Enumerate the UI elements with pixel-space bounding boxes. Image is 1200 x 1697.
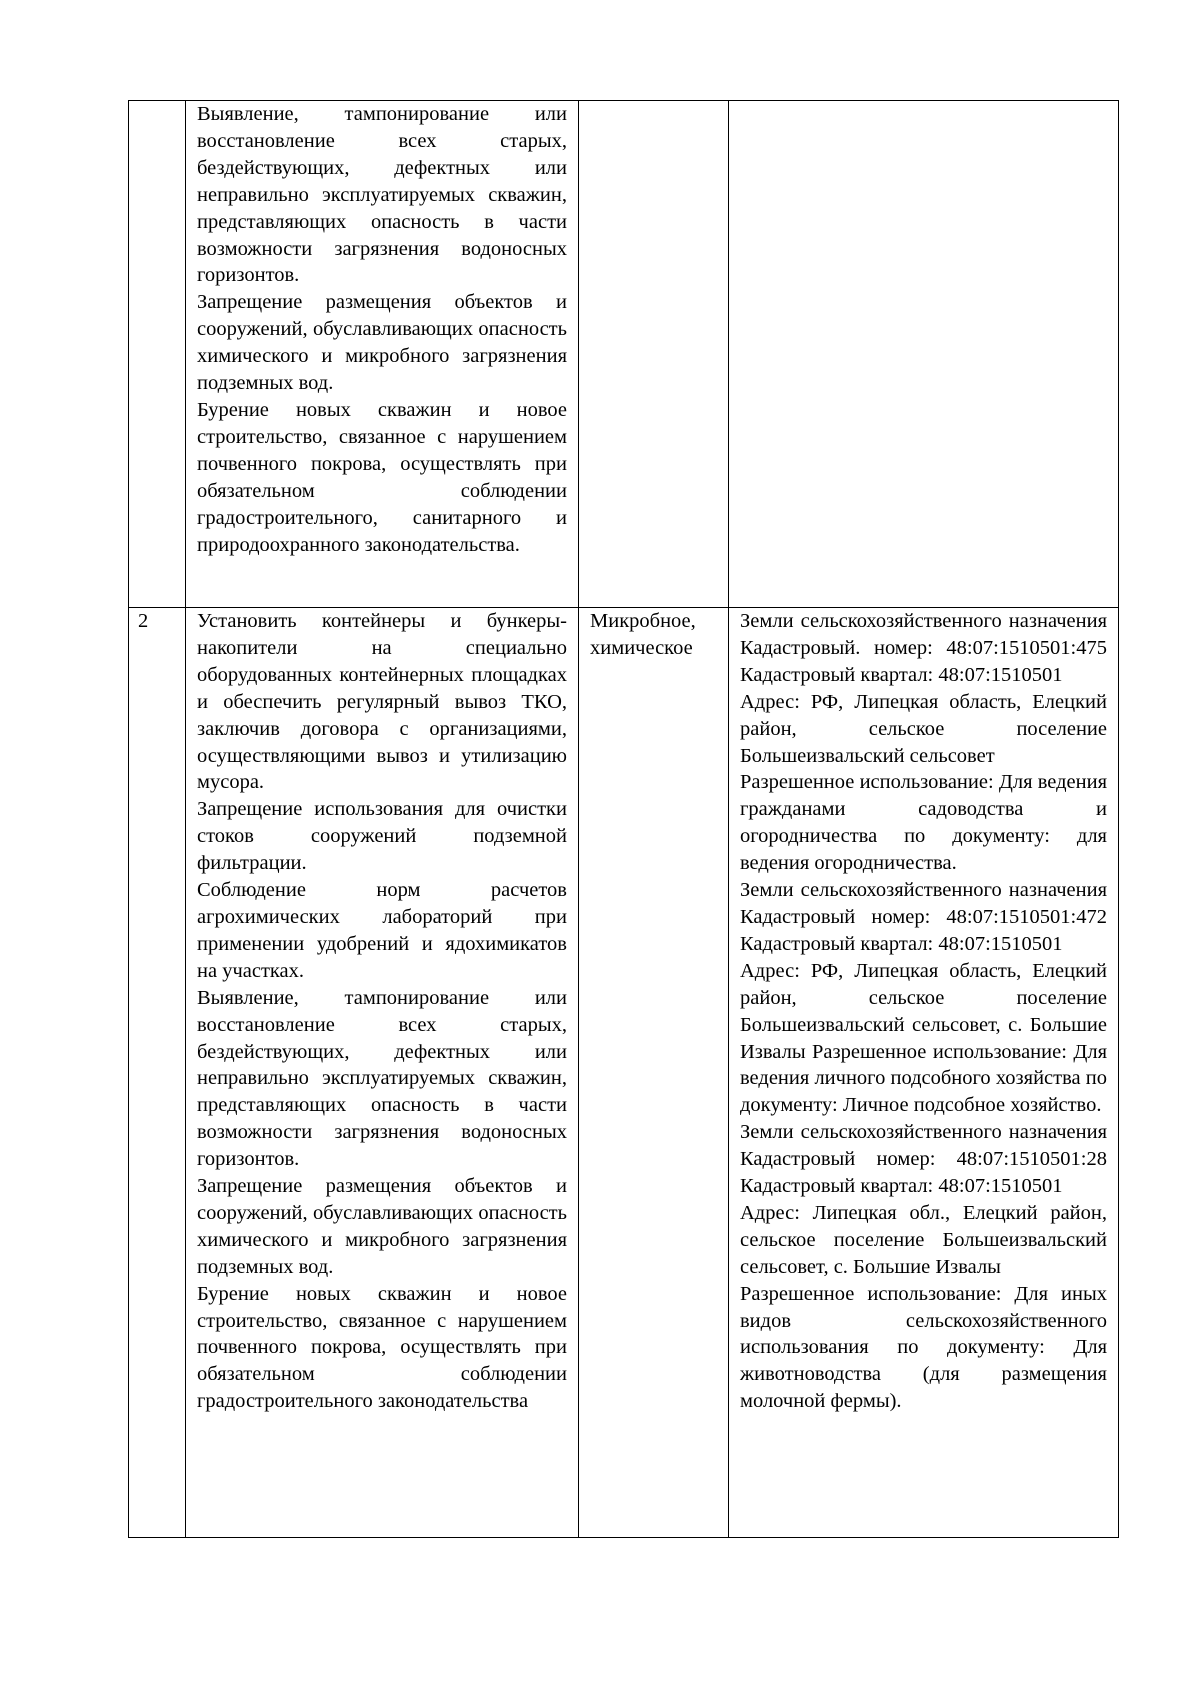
measure-paragraph: Запрещение размещения объектов и сооружений, обуславливающих опасность химического и микробного загрязнения подземных вод. [197, 291, 567, 395]
measure-paragraph: Соблюдение норм расчетов агрохимических лабораторий при применении удобрений и ядохимикатов на участках. [197, 879, 567, 982]
land-paragraph: Адрес: Липецкая обл., Елецкий район, сельское поселение Большеизвальский сельсовет, с. Большие Извалы [740, 1201, 1107, 1278]
table-row [129, 608, 1119, 1538]
measure-paragraph: Бурение новых скважин и новое строительство, связанное с нарушением почвенного покрова, осуществлять при обязательном соблюдении градостроительного законодательства [197, 1282, 567, 1413]
land-paragraph: Земли сельскохозяйственного назначения Кадастровый номер: 48:07:1510501:472 Кадастровый квартал: 48:07:1510501 [740, 879, 1107, 955]
measures-cell [186, 101, 579, 608]
row-number-cell: 2 [129, 608, 186, 1538]
measures-table [128, 100, 1119, 1538]
measure-paragraph: Выявление, тампонирование или восстановление всех старых, бездействующих, дефектных или неправильно эксплуатируемых скважин, представляющих опасность в части возможности загрязнения водоносных горизонтов. [197, 986, 567, 1171]
measure-paragraph: Установить контейнеры и бункеры-накопители на специально оборудованных контейнерных площадках и обеспечить регулярный вывоз ТКО, заключив договора с организациями, осуществляющими вывоз и утилизацию мусора. [197, 610, 567, 794]
measure-paragraph: Бурение новых скважин и новое строительство, связанное с нарушением почвенного покрова, осуществлять при обязательном соблюдении градостроительного, санитарного и природоохранного законодательства. [197, 398, 567, 556]
pollution-type-cell [579, 101, 729, 608]
land-paragraph: Разрешенное использование: Для иных видов сельскохозяйственного использования по документу: Для животноводства (для размещения молочной фермы). [740, 1282, 1107, 1413]
land-paragraph: Адрес: РФ, Липецкая область, Елецкий район, сельское поселение Большеизвальский сельсовет, с. Большие Извалы Разрешенное использование: Для ведения личного подсобного хозяйства по документу: Личное подсобное хозяйство. [740, 959, 1107, 1117]
measure-paragraph: Запрещение размещения объектов и сооружений, обуславливающих опасность химического и микробного загрязнения подземных вод. [197, 1175, 567, 1278]
land-paragraph: Разрешенное использование: Для ведения гражданами садоводства и огородничества по документу: для ведения огородничества. [740, 771, 1107, 875]
land-info-cell [729, 608, 1119, 1538]
table-row [129, 101, 1119, 608]
land-info-cell [729, 101, 1119, 608]
pollution-type-cell: Микробное, химическое [579, 608, 729, 1538]
measure-paragraph: Запрещение использования для очистки стоков сооружений подземной фильтрации. [197, 798, 567, 875]
land-paragraph: Адрес: РФ, Липецкая область, Елецкий район, сельское поселение Большеизвальский сельсовет [740, 690, 1107, 767]
row-number-cell [129, 101, 186, 608]
measures-cell [186, 608, 579, 1538]
land-paragraph: Земли сельскохозяйственного назначения Кадастровый номер: 48:07:1510501:28 Кадастровый квартал: 48:07:1510501 [740, 1121, 1107, 1198]
land-paragraph: Земли сельскохозяйственного назначения Кадастровый. номер: 48:07:1510501:475 Кадастровый квартал: 48:07:1510501 [740, 610, 1107, 686]
measure-paragraph: Выявление, тампонирование или восстановление всех старых, бездействующих, дефектных или неправильно эксплуатируемых скважин, представляющих опасность в части возможности загрязнения водоносных горизонтов. [197, 103, 567, 287]
